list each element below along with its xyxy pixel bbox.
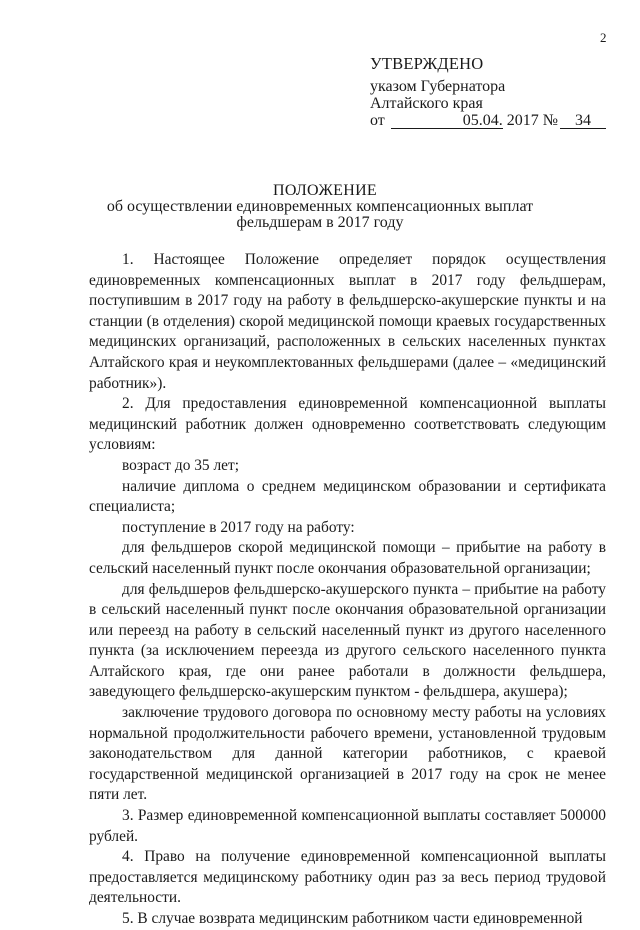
paragraph: 1. Настоящее Положение определяет порядок осуществления единовременных компенсационных выплат в 2017 году фельдшерам, поступившим в 2017 году на работу в фельдшерско-акушерские пункты и на станции (в отделения) скорой медицинской помощи краевых государственных медицинских организаций, расположенных в сельских населенных пунктах Алтайского края и неукомплектованных фельдшерами (далее – «медицинский работник»). (89, 251, 606, 392)
paragraph: наличие диплома о среднем медицинском образовании и сертификата специалиста; (89, 477, 606, 516)
paragraph: для фельдшеров фельдшерско-акушерского пункта – прибытие на работу в сельский населенный пункт после окончания образовательной организации или переезд на работу в сельский населенный пункт из другого населенного пункта (за исключением переезда из другого сельского населенного пункта Алтайского края, где они ранее работали в должности фельдшера, заведующего фельдшерско-акушерским пунктом - фельдшера, акушера); (89, 580, 606, 701)
paragraph: поступление в 2017 году на работу: (122, 518, 355, 536)
paragraph: 4. Право на получение единовременной компенсационной выплаты предоставляется медицинскому работнику один раз за весь период трудовой деятельности. (89, 848, 606, 907)
approval-date-field: 05.04. (391, 113, 503, 129)
title-subject-line: об осуществлении единовременных компенсационных выплат (106, 198, 534, 215)
page-number: 2 (600, 30, 607, 45)
approval-number-field: 34 (560, 113, 606, 129)
document-title (0, 183, 640, 231)
paragraph: 2. Для предоставления единовременной компенсационной выплаты медицинский работник должен одновременно соответствовать следующим условиям: (89, 395, 606, 454)
paragraph: заключение трудового договора по основному месту работы на условиях нормальной продолжительности рабочего времени, установленной трудовым законодательством для данной категории работников, с краевой государственной медицинской организацией в 2017 году на срок не менее пяти лет. (89, 704, 606, 804)
approved-heading: УТВЕРЖДЕНО (370, 54, 484, 73)
year-number-label: 2017 № (506, 112, 559, 129)
approval-date-line (370, 112, 606, 129)
approval-issuer-line: указом Губернатора (370, 78, 506, 95)
paragraph: для фельдшеров скорой медицинской помощи – прибытие на работу в сельский населенный пункт после окончания образовательной организации; (89, 539, 606, 577)
paragraph: возраст до 35 лет; (122, 456, 239, 474)
paragraph: 3. Размер единовременной компенсационной выплаты составляет 500000 рублей. (89, 807, 606, 845)
date-prefix: от (370, 112, 385, 129)
approval-stamp (370, 55, 606, 129)
title-subject-line-2: фельдшерам в 2017 году (236, 214, 404, 231)
title-heading: ПОЛОЖЕНИЕ (272, 182, 377, 199)
document-body (89, 250, 606, 930)
approval-region-line: Алтайского края (370, 95, 483, 112)
paragraph: 5. В случае возврата медицинским работником части единовременной (122, 910, 583, 927)
